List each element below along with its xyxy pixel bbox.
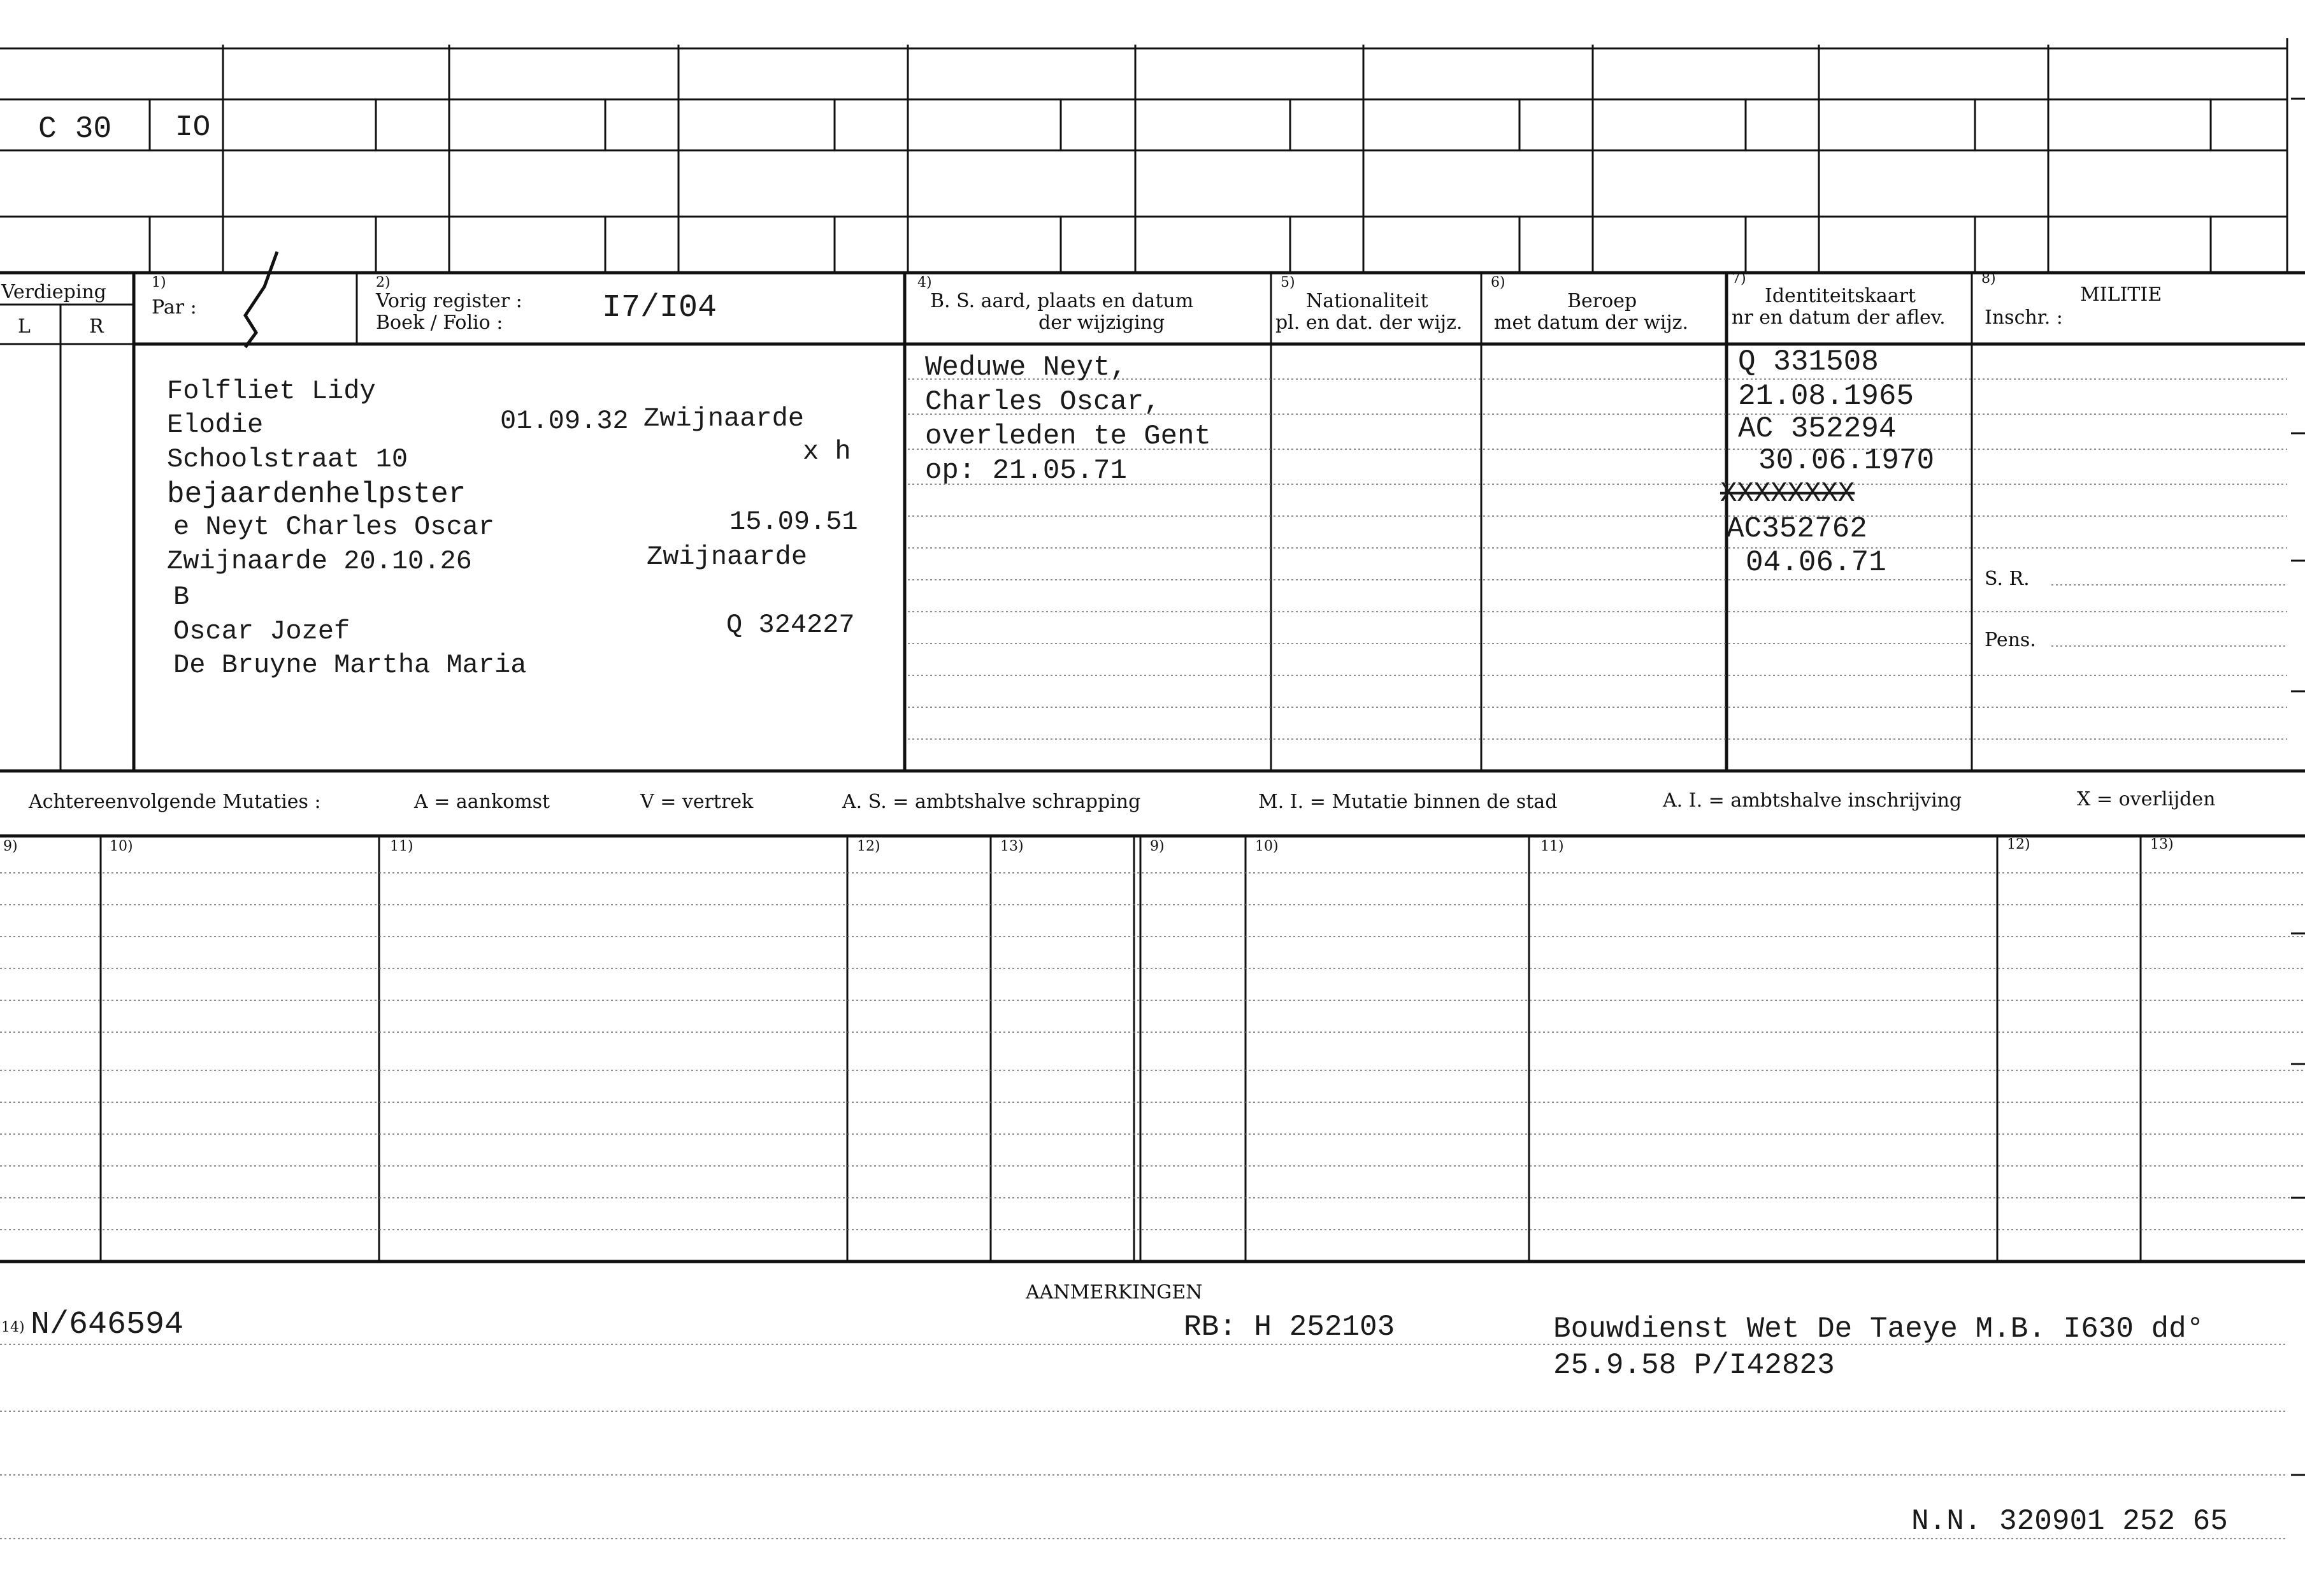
person-line-surname: Folfliet Lidy [167,376,376,406]
bs-changes [925,352,1211,487]
id-card-line: Q 331508 [1738,345,1879,378]
bs-change-line: op: 21.05.71 [925,455,1127,487]
header-code: C 30 [38,112,112,147]
person-line-spouse: e Neyt Charles Oscar [173,512,495,542]
militie-number: 8) [1981,271,1996,287]
id-header-line2: nr en datum der aflev. [1732,306,1946,329]
mutatie-x: X = overlijden [2077,788,2216,810]
id-card-line: AC352762 [1727,512,1867,545]
id-cards [1720,345,1934,579]
id-card-line: 04.06.71 [1746,546,1886,579]
person-line-spouse-birth: Zwijnaarde 20.10.26 [167,546,472,577]
mutaties-legend [28,788,2215,813]
id-card-line: 30.06.1970 [1758,444,1935,477]
mutation-col-10b: 10) [1255,838,1279,854]
marriage-date: 15.09.51 [729,507,858,537]
inschr-label: Inschr. : [1985,306,2063,329]
header-number: IO [175,111,211,144]
marks: x h [803,436,851,467]
mutation-grid [0,836,2305,1262]
beroep-number: 6) [1491,275,1505,291]
beroep-header-line2: met datum der wijz. [1494,312,1688,334]
person-line-profession: bejaardenhelpster [167,478,466,511]
person-line-address: Schoolstraat 10 [167,444,408,475]
header-grid [0,38,2305,273]
vorig-register-value: I7/I04 [602,290,717,326]
mutaties-label: Achtereenvolgende Mutaties : [29,791,321,813]
remarks-title: AANMERKINGEN [1026,1281,1203,1304]
nat-header-line2: pl. en dat. der wijz. [1275,312,1463,334]
person-block [167,376,858,680]
pens-label: Pens. [1985,629,2036,651]
mutation-col-11b: 11) [1540,838,1564,854]
marriage-place: Zwijnaarde [647,542,808,572]
bs-header-line2: der wijziging [1038,312,1165,334]
mutatie-as: A. S. = ambtshalve schrapping [842,791,1141,813]
right-header: R [89,315,104,338]
vorig-register-header: Vorig register : [376,290,522,312]
bs-change-line: Charles Oscar, [925,386,1161,418]
id-card-struck: XXXXXXXX [1720,478,1855,510]
mutation-col-11: 11) [390,838,413,854]
militie-header: MILITIE [2080,284,2162,306]
nat-header-line1: Nationaliteit [1306,290,1428,312]
id-number: 7) [1732,271,1746,287]
mutation-col-9b: 9) [1150,838,1165,854]
mutation-col-12b: 12) [2007,837,2030,852]
nat-number: 5) [1281,275,1295,291]
mutation-col-13: 13) [1000,838,1024,854]
mutatie-v: V = vertrek [640,791,754,813]
birth-place: Zwijnaarde [643,403,805,434]
boek-folio-header: Boek / Folio : [376,312,503,334]
mutation-col-13b: 13) [2150,837,2174,852]
beroep-header-line1: Beroep [1567,290,1637,312]
verdieping-header: Verdieping [1,281,106,303]
sr-label: S. R. [1985,568,2030,590]
remarks-number: 14) [1,1319,25,1335]
mutation-col-9: 9) [3,838,18,854]
bs-number: 4) [917,275,932,291]
id-card-line: 21.08.1965 [1738,380,1914,413]
person-line-mother: De Bruyne Martha Maria [173,650,527,680]
bs-header-line1: B. S. aard, plaats en datum [930,290,1194,312]
id-header-line1: Identiteitskaart [1765,285,1916,307]
bs-change-line: overleden te Gent [925,421,1211,452]
birth-date: 01.09.32 [500,406,629,436]
mutatie-ai: A. I. = ambtshalve inschrijving [1663,789,1962,812]
person-line-father: Oscar Jozef [173,616,350,647]
edge-ticks [2291,99,2305,1475]
par-pen-stroke [245,252,277,347]
par-number: 1) [152,275,166,291]
q-number: Q 324227 [726,610,855,640]
remarks-bouwdienst-2: 25.9.58 P/I42823 [1553,1349,1835,1382]
remarks-nn: N.N. 320901 252 65 [1911,1505,2228,1538]
bs-change-line: Weduwe Neyt, [925,352,1127,384]
person-line-code: B [173,582,190,612]
mutatie-mi: M. I. = Mutatie binnen de stad [1258,791,1558,813]
remarks-rb: RB: H 252103 [1184,1311,1395,1344]
vorig-number: 2) [376,275,391,291]
mutation-col-10: 10) [110,838,133,854]
id-card-line: AC 352294 [1738,412,1897,445]
person-line-firstname: Elodie [167,410,264,440]
remarks-n-number: N/646594 [31,1307,184,1343]
par-header: Par : [152,296,197,319]
left-header: L [18,315,31,338]
remarks-bouwdienst: Bouwdienst Wet De Taeye M.B. I630 dd° [1553,1312,2204,1346]
mutatie-a: A = aankomst [414,791,550,813]
mutation-col-12: 12) [857,838,880,854]
